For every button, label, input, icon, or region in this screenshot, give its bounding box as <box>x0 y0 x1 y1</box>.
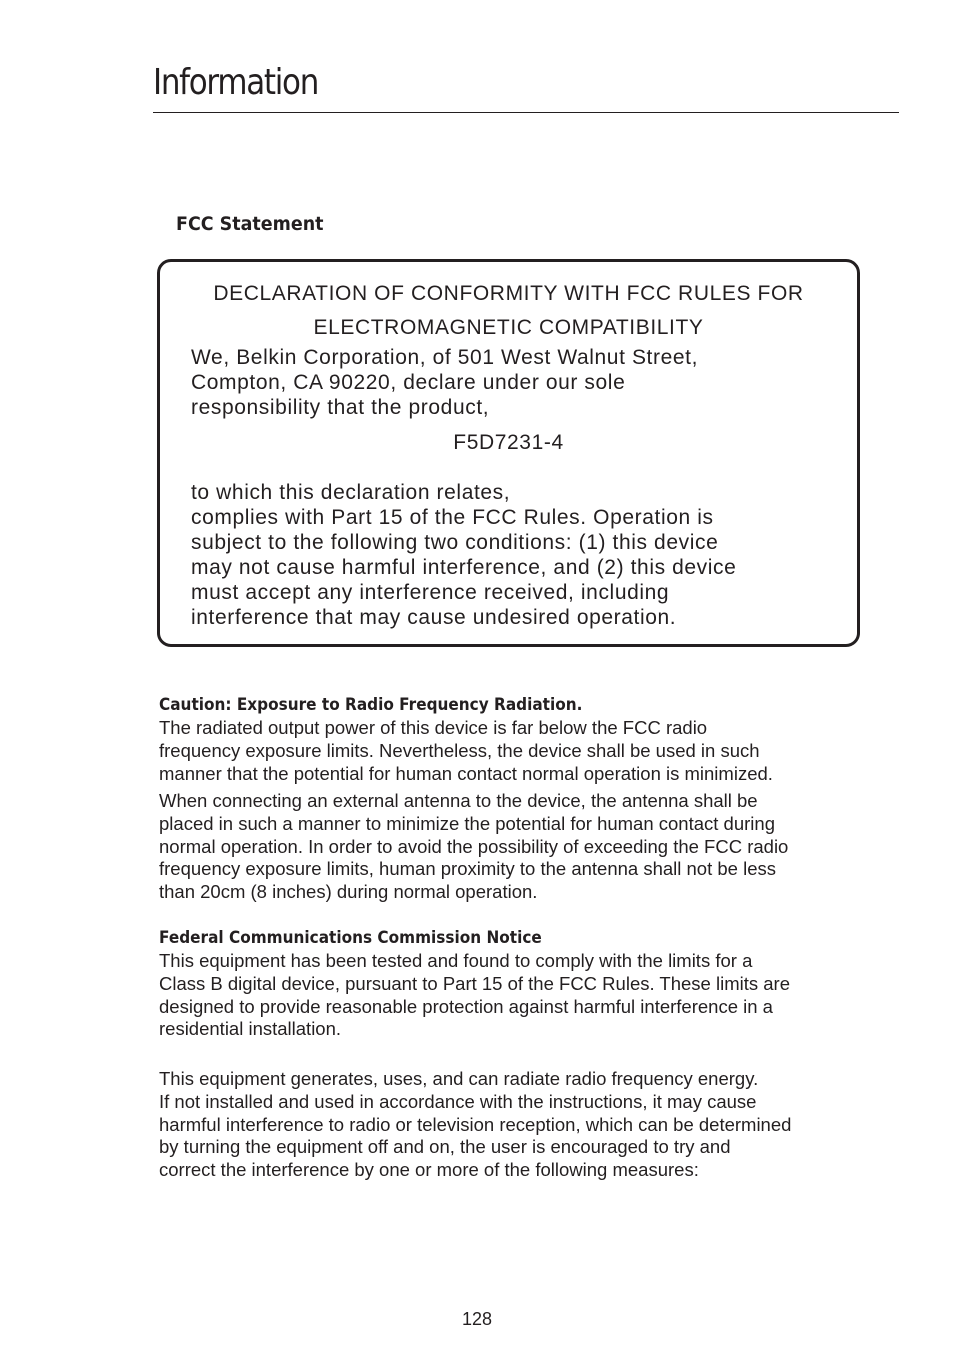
paragraph-line: If not installed and used in accordance with the instructions, it may cause <box>159 1090 757 1112</box>
caution-paragraph-1 <box>159 717 879 785</box>
declaration-heading-line-2: ELECTROMAGNETIC COMPATIBILITY <box>313 316 704 339</box>
paragraph-line: manner that the potential for human contact normal operation is minimized. <box>159 762 773 784</box>
fcc-notice-paragraph-2 <box>159 1068 879 1182</box>
caution-heading: Caution: Exposure to Radio Frequency Radiation. <box>159 695 583 715</box>
declaration-intro-line: Compton, CA 90220, declare under our sole <box>191 371 626 394</box>
declaration-box <box>157 259 860 647</box>
declaration-intro-line: responsibility that the product, <box>191 396 490 419</box>
header-divider <box>153 112 899 113</box>
paragraph-line: Class B digital device, pursuant to Part 15 of the FCC Rules. These limits are <box>159 972 790 994</box>
declaration-heading-line-1: DECLARATION OF CONFORMITY WITH FCC RULES FOR <box>213 282 804 305</box>
paragraph-line: harmful interference to radio or television reception, which can be determined <box>159 1113 792 1135</box>
paragraph-line: The radiated output power of this device is far below the FCC radio <box>159 717 708 738</box>
paragraph-line: This equipment has been tested and found to comply with the limits for a <box>159 950 753 971</box>
declaration-body <box>191 480 736 630</box>
paragraph-line: frequency exposure limits, human proximity to the antenna shall not be less <box>159 858 776 880</box>
declaration-body-line: complies with Part 15 of the FCC Rules. Operation is <box>191 506 714 529</box>
declaration-intro <box>191 345 698 420</box>
paragraph-line: placed in such a manner to minimize the potential for human contact during <box>159 812 775 834</box>
paragraph-line: by turning the equipment off and on, the user is encouraged to try and <box>159 1136 731 1158</box>
paragraph-line: designed to provide reasonable protection against harmful interference in a <box>159 995 773 1017</box>
paragraph-line: normal operation. In order to avoid the possibility of exceeding the FCC radio <box>159 835 789 857</box>
caution-paragraph-2 <box>159 790 879 904</box>
fcc-notice-heading: Federal Communications Commission Notice <box>159 928 542 948</box>
paragraph-line: When connecting an external antenna to the device, the antenna shall be <box>159 790 758 811</box>
declaration-body-line: may not cause harmful interference, and (2) this device <box>191 556 737 579</box>
declaration-body-line: must accept any interference received, including <box>191 581 670 604</box>
section-title: FCC Statement <box>176 213 324 235</box>
paragraph-line: than 20cm (8 inches) during normal operation. <box>159 881 538 903</box>
declaration-body-line: subject to the following two conditions: (1) this device <box>191 531 719 554</box>
declaration-body-line: interference that may cause undesired operation. <box>191 606 677 629</box>
page-number: 128 <box>461 1309 493 1329</box>
page-title: Information <box>153 62 319 103</box>
product-model: F5D7231-4 <box>453 431 564 454</box>
paragraph-line: residential installation. <box>159 1018 342 1040</box>
fcc-notice-paragraph-1 <box>159 950 879 1041</box>
paragraph-line: This equipment generates, uses, and can radiate radio frequency energy. <box>159 1068 759 1089</box>
declaration-intro-line: We, Belkin Corporation, of 501 West Walnut Street, <box>191 346 699 369</box>
declaration-body-line: to which this declaration relates, <box>191 481 511 504</box>
paragraph-line: correct the interference by one or more of the following measures: <box>159 1159 699 1181</box>
paragraph-line: frequency exposure limits. Nevertheless, the device shall be used in such <box>159 739 760 761</box>
